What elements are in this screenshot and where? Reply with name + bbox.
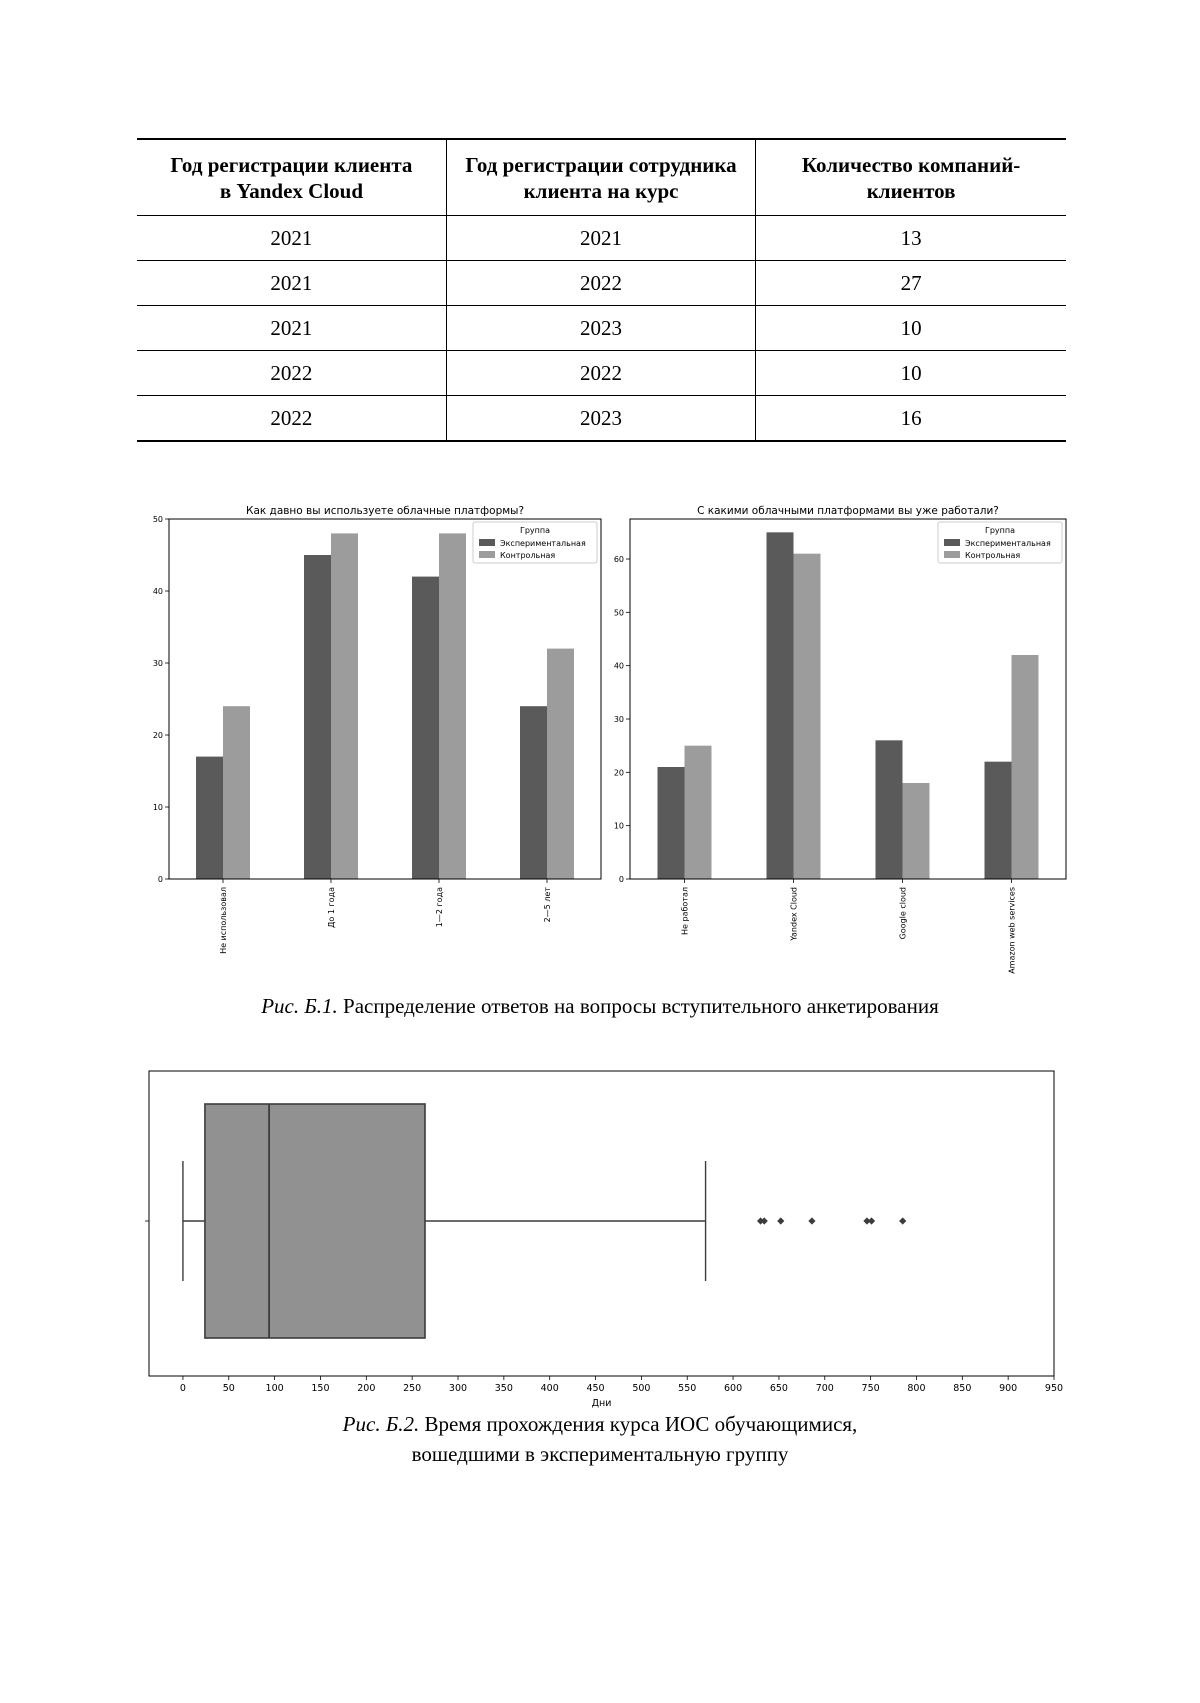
- legend-label: Экспериментальная: [500, 539, 586, 548]
- bar-experimental: [767, 532, 794, 879]
- x-tick-label: 900: [999, 1383, 1017, 1394]
- plot-frame: [169, 519, 601, 879]
- table-cell: 16: [756, 396, 1066, 442]
- x-tick-label: Amazon web services: [1008, 887, 1017, 974]
- plot-frame: [149, 1071, 1054, 1376]
- bar-experimental: [196, 757, 223, 879]
- bar-control: [331, 533, 358, 879]
- legend-title: Группа: [520, 526, 550, 535]
- outlier-point: [757, 1217, 764, 1224]
- header-cell: Год регистрации сотрудника клиента на курс: [446, 139, 755, 216]
- y-tick-label: 20: [614, 768, 624, 777]
- y-tick-label: 0: [619, 875, 624, 884]
- table-cell: 2021: [137, 261, 446, 306]
- y-tick-label: 50: [614, 608, 624, 617]
- bar-experimental: [876, 740, 903, 879]
- x-tick-label: Не работал: [681, 887, 690, 935]
- x-tick-label: 550: [678, 1383, 696, 1394]
- table-row: [137, 306, 1066, 351]
- x-tick-label: 350: [495, 1383, 513, 1394]
- table-header-row: [137, 139, 1066, 216]
- figure-b1-label: Рис. Б.1.: [261, 994, 338, 1018]
- x-tick-label: 750: [862, 1383, 880, 1394]
- legend-title: Группа: [985, 526, 1015, 535]
- x-tick-label: 200: [357, 1383, 375, 1394]
- figure-b2-line1: Время прохождения курса ИОС обучающимися,: [424, 1412, 857, 1436]
- x-tick-label: 2—5 лет: [543, 887, 552, 923]
- y-tick-label: 10: [153, 803, 163, 812]
- y-tick-label: 30: [614, 715, 624, 724]
- table-cell: 2022: [137, 351, 446, 396]
- x-tick-label: 150: [311, 1383, 329, 1394]
- outlier-point: [868, 1217, 875, 1224]
- header-cell: Год регистрации клиента в Yandex Cloud: [137, 139, 446, 216]
- bar-experimental: [520, 706, 547, 879]
- x-tick-label: 1—2 года: [435, 887, 444, 927]
- iqr-box: [205, 1104, 425, 1338]
- y-tick-label: 50: [153, 515, 163, 524]
- table-cell: 2021: [137, 306, 446, 351]
- x-tick-label: 950: [1045, 1383, 1063, 1394]
- figure-b1-text: Распределение ответов на вопросы вступительного анкетирования: [343, 994, 939, 1018]
- bar-experimental: [658, 767, 685, 879]
- x-tick-label: 700: [816, 1383, 834, 1394]
- outlier-point: [777, 1217, 784, 1224]
- x-tick-label: 50: [223, 1383, 235, 1394]
- outlier-point: [808, 1217, 815, 1224]
- outlier-point: [761, 1217, 768, 1224]
- x-tick-label: 400: [541, 1383, 559, 1394]
- bar-control: [1012, 655, 1039, 879]
- bar-control: [547, 649, 574, 879]
- x-tick-label: 650: [770, 1383, 788, 1394]
- plot-frame: [630, 519, 1066, 879]
- y-tick-label: 0: [158, 875, 163, 884]
- x-tick-label: 0: [180, 1383, 186, 1394]
- x-tick-label: 250: [403, 1383, 421, 1394]
- y-tick-label: 40: [153, 587, 163, 596]
- bar-control: [223, 706, 250, 879]
- registration-table: [137, 138, 1066, 442]
- bar-control: [903, 783, 930, 879]
- legend-swatch: [944, 539, 960, 546]
- y-tick-label: 40: [614, 662, 624, 671]
- bar-experimental: [304, 555, 331, 879]
- legend-box: [938, 522, 1062, 563]
- x-tick-label: 850: [953, 1383, 971, 1394]
- bar-control: [439, 533, 466, 879]
- figure-b2-label: Рис. Б.2.: [343, 1412, 420, 1436]
- table-cell: 2021: [137, 216, 446, 261]
- x-axis-label: Дни: [592, 1398, 612, 1409]
- table-cell: 2023: [446, 306, 755, 351]
- figure-b2-caption: [0, 1409, 1200, 1469]
- outlier-point: [899, 1217, 906, 1224]
- x-tick-label: 300: [449, 1383, 467, 1394]
- x-tick-label: 800: [907, 1383, 925, 1394]
- table-cell: 13: [756, 216, 1066, 261]
- legend-swatch: [479, 551, 495, 558]
- x-tick-label: 500: [632, 1383, 650, 1394]
- header-cell: Количество компаний- клиентов: [756, 139, 1066, 216]
- legend-label: Контрольная: [500, 551, 555, 560]
- y-tick-label: 30: [153, 659, 163, 668]
- outlier-point: [863, 1217, 870, 1224]
- bar-control: [794, 554, 821, 879]
- table-cell: 10: [756, 306, 1066, 351]
- table-cell: 2023: [446, 396, 755, 442]
- legend-label: Экспериментальная: [965, 539, 1051, 548]
- table-row: [137, 261, 1066, 306]
- bar-experimental: [412, 577, 439, 879]
- x-tick-label: 100: [266, 1383, 284, 1394]
- legend-label: Контрольная: [965, 551, 1020, 560]
- x-tick-label: 450: [586, 1383, 604, 1394]
- bar-control: [685, 746, 712, 879]
- x-tick-label: 600: [724, 1383, 742, 1394]
- table-cell: 2022: [446, 351, 755, 396]
- x-tick-label: Yandex Cloud: [790, 887, 799, 942]
- y-tick-label: 20: [153, 731, 163, 740]
- table-row: [137, 216, 1066, 261]
- figure-b1-caption: [0, 991, 1200, 1021]
- table-cell: 2022: [137, 396, 446, 442]
- table-row: [137, 351, 1066, 396]
- y-tick-label: 60: [614, 555, 624, 564]
- chart-title: С какими облачными платформами вы уже работали?: [697, 505, 999, 517]
- table-cell: 2022: [446, 261, 755, 306]
- bar-experimental: [985, 762, 1012, 879]
- figure-b2-line2: вошедшими в экспериментальную группу: [412, 1442, 789, 1466]
- chart-title: Как давно вы используете облачные платформы?: [246, 505, 524, 517]
- table-cell: 27: [756, 261, 1066, 306]
- legend-swatch: [944, 551, 960, 558]
- legend-box: [473, 522, 597, 563]
- x-tick-label: До 1 года: [327, 887, 336, 928]
- x-tick-label: Не использовал: [219, 887, 228, 954]
- table-cell: 2021: [446, 216, 755, 261]
- table-cell: 10: [756, 351, 1066, 396]
- table-row: [137, 396, 1066, 442]
- y-tick-label: 10: [614, 822, 624, 831]
- legend-swatch: [479, 539, 495, 546]
- x-tick-label: Google cloud: [899, 887, 908, 939]
